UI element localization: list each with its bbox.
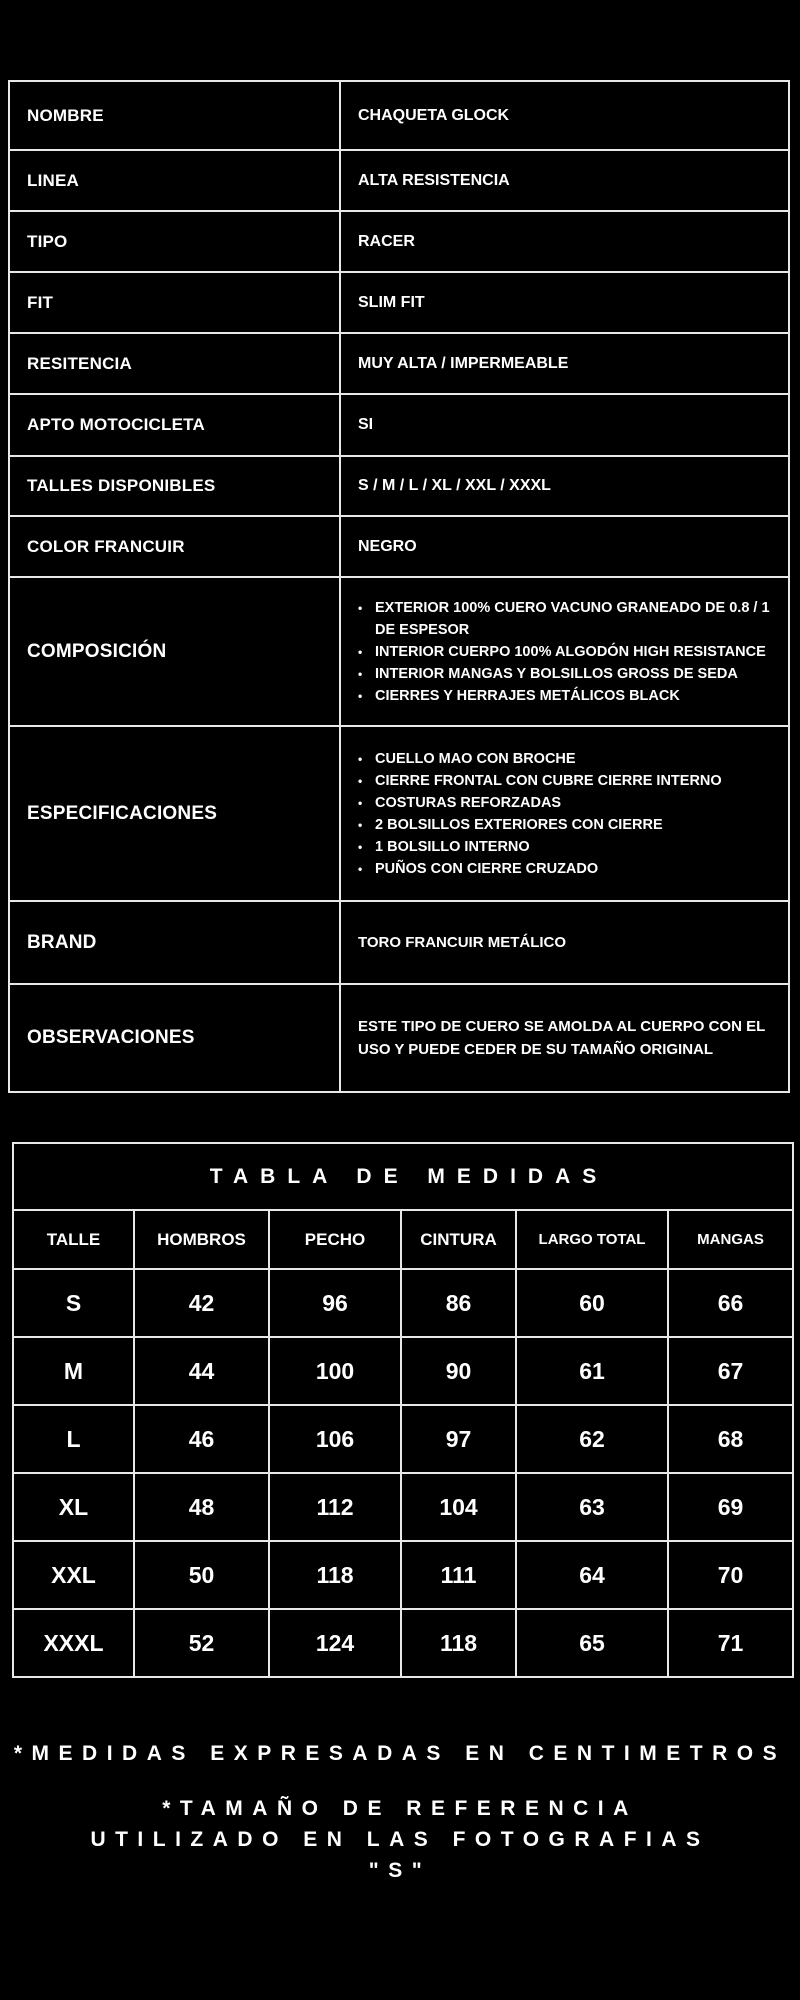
list-item: • EXTERIOR 100% CUERO VACUNO GRANEADO DE 0.8 / 1 DE ESPESOR [372, 597, 788, 641]
measure-cell: 46 [134, 1405, 269, 1473]
size-table-title: TABLA DE MEDIDAS [13, 1143, 793, 1210]
measure-cell: 48 [134, 1473, 269, 1541]
measure-cell: 118 [269, 1541, 401, 1609]
measure-cell: 118 [401, 1609, 516, 1677]
size-cell: S [13, 1269, 134, 1337]
measure-cell: 112 [269, 1473, 401, 1541]
spec-row-fit [9, 272, 789, 333]
spec-label: APTO MOTOCICLETA [9, 394, 340, 456]
measure-cell: 61 [516, 1337, 668, 1405]
spec-label: OBSERVACIONES [9, 984, 340, 1092]
spec-row-tipo [9, 211, 789, 272]
column-header: MANGAS [668, 1210, 793, 1269]
footnote-units: *MEDIDAS EXPRESADAS EN CENTIMETROS [13, 1742, 787, 1765]
size-cell: M [13, 1337, 134, 1405]
spec-value: RACER [340, 211, 789, 272]
measure-cell: 60 [516, 1269, 668, 1337]
spec-value: CHAQUETA GLOCK [340, 81, 789, 150]
spec-label: COLOR FRANCUIR [9, 516, 340, 577]
size-cell: XXL [13, 1541, 134, 1609]
size-cell: XL [13, 1473, 134, 1541]
measure-cell: 66 [668, 1269, 793, 1337]
spec-label: TIPO [9, 211, 340, 272]
spec-value: TORO FRANCUIR METÁLICO [340, 901, 789, 984]
size-chart-table [12, 1142, 794, 1678]
measure-cell: 106 [269, 1405, 401, 1473]
measure-cell: 124 [269, 1609, 401, 1677]
column-header: HOMBROS [134, 1210, 269, 1269]
measure-cell: 97 [401, 1405, 516, 1473]
measure-cell: 100 [269, 1337, 401, 1405]
column-header: TALLE [13, 1210, 134, 1269]
spec-value: MUY ALTA / IMPERMEABLE [340, 333, 789, 394]
spec-label: LINEA [9, 150, 340, 211]
measure-cell: 68 [668, 1405, 793, 1473]
list-item: • COSTURAS REFORZADAS [372, 792, 788, 814]
spec-row-resistencia [9, 333, 789, 394]
spec-row-talles [9, 456, 789, 516]
table-row [13, 1337, 793, 1405]
spec-label: RESITENCIA [9, 333, 340, 394]
measure-cell: 111 [401, 1541, 516, 1609]
list-item: • CUELLO MAO CON BROCHE [372, 748, 788, 770]
column-header: PECHO [269, 1210, 401, 1269]
measure-cell: 96 [269, 1269, 401, 1337]
especificaciones-list-cell [340, 726, 789, 901]
list-item: • 1 BOLSILLO INTERNO [372, 836, 788, 858]
list-item: • PUÑOS CON CIERRE CRUZADO [372, 858, 788, 880]
size-cell: XXXL [13, 1609, 134, 1677]
list-item: • INTERIOR CUERPO 100% ALGODÓN HIGH RESISTANCE [372, 641, 788, 663]
table-row [13, 1473, 793, 1541]
list-item: • 2 BOLSILLOS EXTERIORES CON CIERRE [372, 814, 788, 836]
column-header: LARGO TOTAL [516, 1210, 668, 1269]
measure-cell: 63 [516, 1473, 668, 1541]
measure-cell: 67 [668, 1337, 793, 1405]
measure-cell: 69 [668, 1473, 793, 1541]
spec-row-brand [9, 901, 789, 984]
measure-cell: 71 [668, 1609, 793, 1677]
spec-row-apto-motocicleta [9, 394, 789, 456]
spec-row-observaciones [9, 984, 789, 1092]
measure-cell: 86 [401, 1269, 516, 1337]
spec-value: SI [340, 394, 789, 456]
size-cell: L [13, 1405, 134, 1473]
measure-cell: 62 [516, 1405, 668, 1473]
spec-value: S / M / L / XL / XXL / XXXL [340, 456, 789, 516]
spec-label: TALLES DISPONIBLES [9, 456, 340, 516]
spec-row-nombre [9, 81, 789, 150]
list-item: • CIERRE FRONTAL CON CUBRE CIERRE INTERNO [372, 770, 788, 792]
table-row [13, 1405, 793, 1473]
size-table-header-row [13, 1210, 793, 1269]
footnote-reference-size: *TAMAÑO DE REFERENCIA UTILIZADO EN LAS FOTOGRAFIAS "S" [90, 1797, 710, 1882]
composicion-list [358, 597, 788, 707]
table-row [13, 1541, 793, 1609]
measure-cell: 104 [401, 1473, 516, 1541]
list-item: • INTERIOR MANGAS Y BOLSILLOS GROSS DE SEDA [372, 663, 788, 685]
measure-cell: 52 [134, 1609, 269, 1677]
measure-cell: 65 [516, 1609, 668, 1677]
spec-label: FIT [9, 272, 340, 333]
measure-cell: 90 [401, 1337, 516, 1405]
measure-cell: 50 [134, 1541, 269, 1609]
spec-label: ESPECIFICACIONES [9, 726, 340, 901]
spec-value: ESTE TIPO DE CUERO SE AMOLDA AL CUERPO CON EL USO Y PUEDE CEDER DE SU TAMAÑO ORIGINAL [340, 984, 789, 1092]
spec-row-especificaciones [9, 726, 789, 901]
product-spec-table [8, 80, 790, 1093]
measure-cell: 44 [134, 1337, 269, 1405]
table-row [13, 1609, 793, 1677]
spec-label: COMPOSICIÓN [9, 577, 340, 726]
list-item: • CIERRES Y HERRAJES METÁLICOS BLACK [372, 685, 788, 707]
measure-cell: 42 [134, 1269, 269, 1337]
spec-row-linea [9, 150, 789, 211]
composicion-list-cell [340, 577, 789, 726]
spec-value: SLIM FIT [340, 272, 789, 333]
spec-label: BRAND [9, 901, 340, 984]
especificaciones-list [358, 748, 788, 880]
spec-label: NOMBRE [9, 81, 340, 150]
measure-cell: 70 [668, 1541, 793, 1609]
measure-cell: 64 [516, 1541, 668, 1609]
table-row [13, 1269, 793, 1337]
column-header: CINTURA [401, 1210, 516, 1269]
footnotes [0, 1738, 800, 1910]
spec-value: ALTA RESISTENCIA [340, 150, 789, 211]
spec-row-color [9, 516, 789, 577]
spec-value: NEGRO [340, 516, 789, 577]
spec-row-composicion [9, 577, 789, 726]
